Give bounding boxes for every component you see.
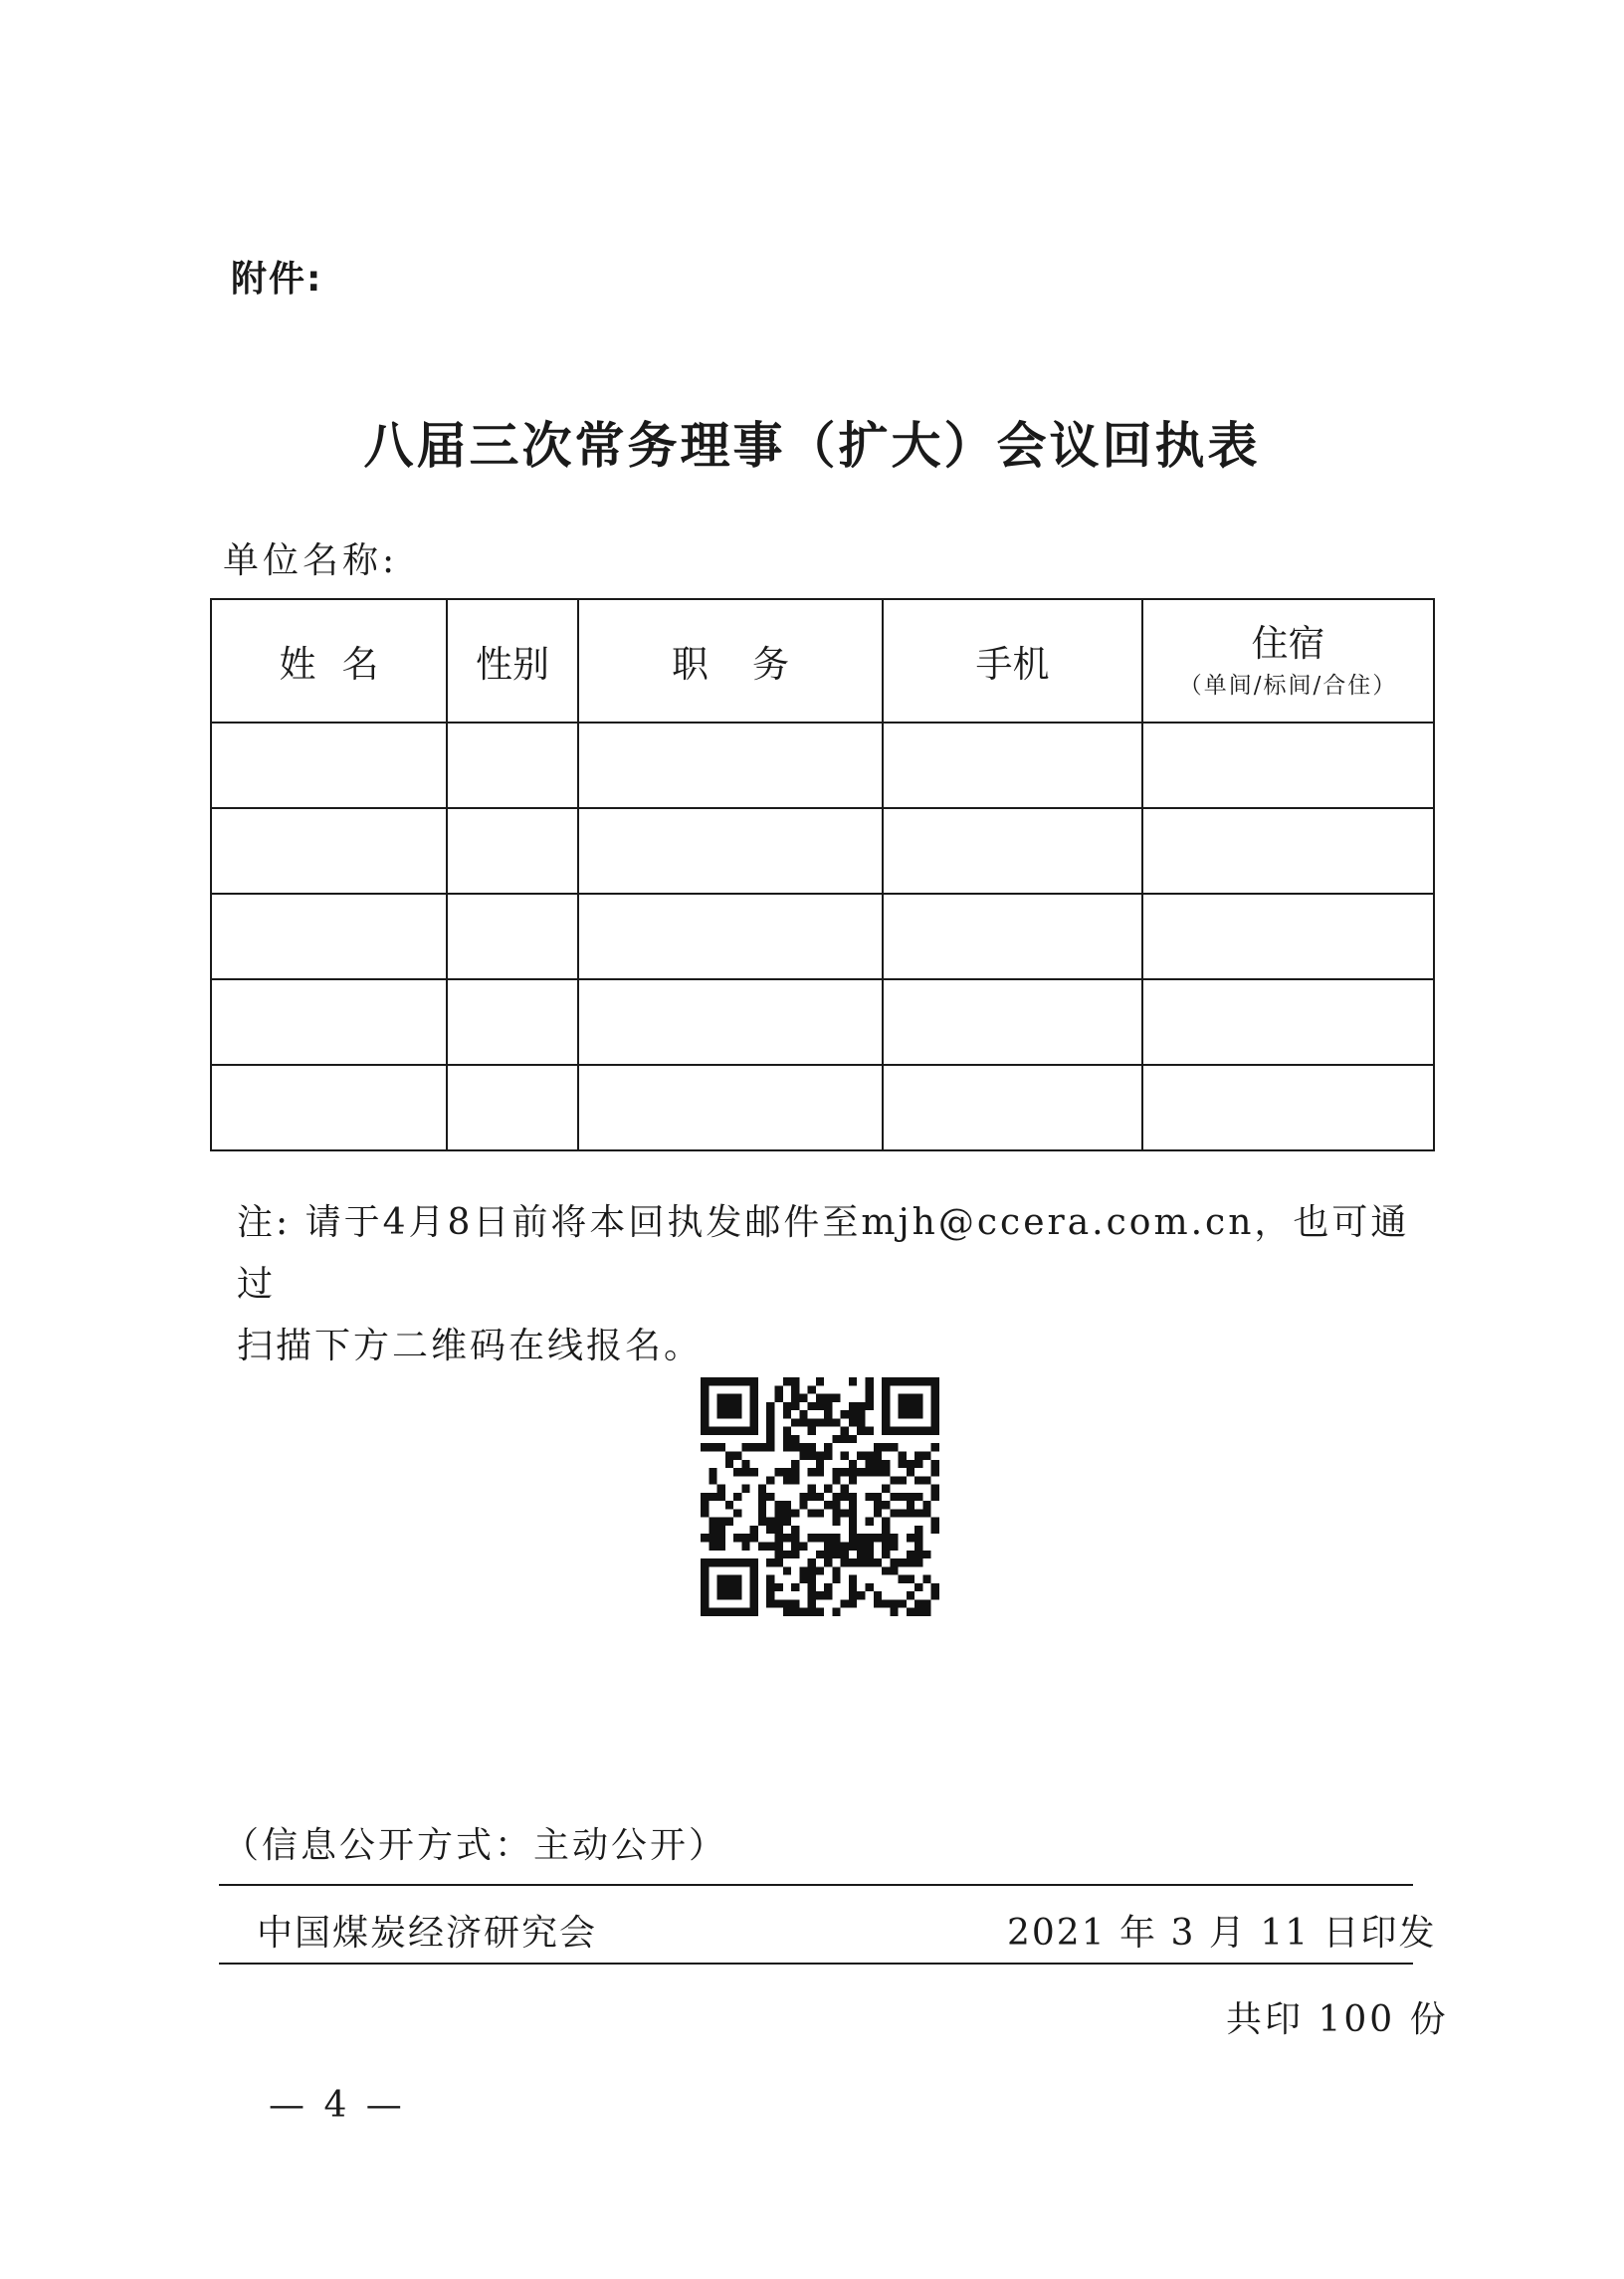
cell-accommodation[interactable] <box>1142 723 1434 808</box>
cell-gender[interactable] <box>447 1065 578 1150</box>
note-line-2: 扫描下方二维码在线报名。 <box>237 1326 704 1366</box>
header-mobile: 手机 <box>883 599 1142 723</box>
cell-accommodation[interactable] <box>1142 1065 1434 1150</box>
cell-name[interactable] <box>211 979 447 1065</box>
cell-position[interactable] <box>578 894 883 979</box>
print-copies: 共印 100 份 <box>1226 1999 1449 2040</box>
table-header-row <box>211 599 1434 723</box>
cell-position[interactable] <box>578 979 883 1065</box>
cell-accommodation[interactable] <box>1142 808 1434 894</box>
attachment-label: 附件: <box>231 259 323 300</box>
header-name: 姓名 <box>211 599 447 723</box>
cell-name[interactable] <box>211 894 447 979</box>
cell-accommodation[interactable] <box>1142 894 1434 979</box>
cell-mobile[interactable] <box>883 808 1142 894</box>
qr-code-icon[interactable] <box>701 1377 939 1616</box>
disclosure-note: （信息公开方式：主动公开） <box>223 1825 728 1866</box>
unit-name-label: 单位名称: <box>223 540 399 581</box>
table-row <box>211 808 1434 894</box>
cell-gender[interactable] <box>447 723 578 808</box>
note-line-1: 注: 请于4月8日前将本回执发邮件至mjh@ccera.com.cn，也可通过 <box>237 1202 1410 1305</box>
cell-name[interactable] <box>211 1065 447 1150</box>
document-title: 八届三次常务理事（扩大）会议回执表 <box>363 417 1261 475</box>
cell-gender[interactable] <box>447 808 578 894</box>
header-accommodation-options: （单间/标间/合住） <box>1178 673 1398 699</box>
table-row <box>211 1065 1434 1150</box>
cell-position[interactable] <box>578 723 883 808</box>
table-row <box>211 723 1434 808</box>
submission-note <box>237 1192 1431 1377</box>
header-accommodation-label: 住宿 <box>1251 622 1325 665</box>
issue-date: 2021 年 3 月 11 日印发 <box>1007 1913 1437 1954</box>
header-accommodation <box>1142 599 1434 723</box>
cell-gender[interactable] <box>447 979 578 1065</box>
table-row <box>211 894 1434 979</box>
issuing-organization: 中国煤炭经济研究会 <box>257 1913 598 1954</box>
header-gender: 性别 <box>447 599 578 723</box>
table-row <box>211 979 1434 1065</box>
cell-mobile[interactable] <box>883 894 1142 979</box>
cell-name[interactable] <box>211 723 447 808</box>
reply-form-table <box>210 598 1435 1151</box>
page-number: — 4 — <box>269 2085 406 2126</box>
footer-divider-bottom <box>219 1963 1413 1965</box>
cell-position[interactable] <box>578 808 883 894</box>
cell-gender[interactable] <box>447 894 578 979</box>
cell-mobile[interactable] <box>883 723 1142 808</box>
cell-mobile[interactable] <box>883 1065 1142 1150</box>
cell-mobile[interactable] <box>883 979 1142 1065</box>
cell-name[interactable] <box>211 808 447 894</box>
cell-position[interactable] <box>578 1065 883 1150</box>
footer-divider-top <box>219 1884 1413 1886</box>
cell-accommodation[interactable] <box>1142 979 1434 1065</box>
header-position: 职务 <box>578 599 883 723</box>
